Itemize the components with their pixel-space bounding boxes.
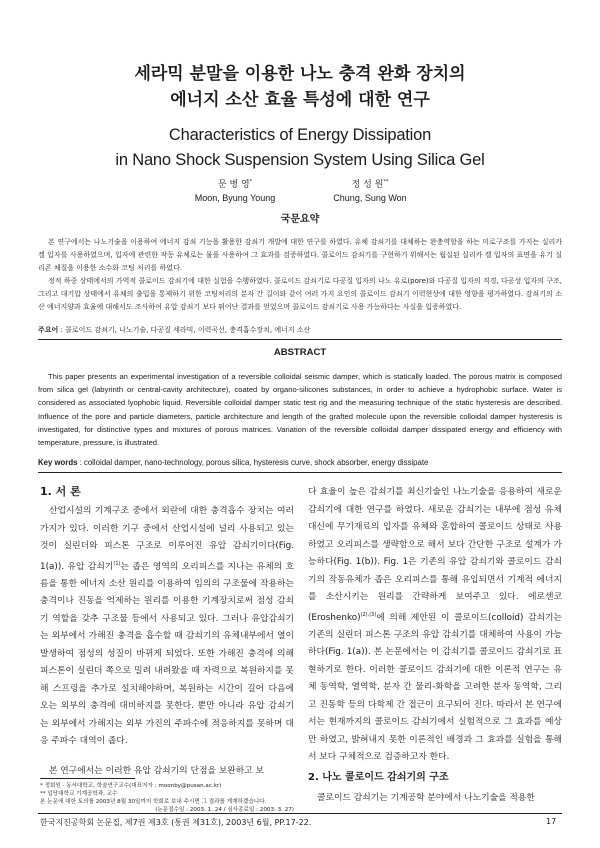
page-number: 17 xyxy=(546,817,557,826)
title-ko-line-2: 에너지 소산 효율 특성에 대한 연구 xyxy=(170,90,430,110)
author-1-ko: 문 병 영 xyxy=(217,180,250,190)
english-keywords-label: Key words xyxy=(38,458,78,467)
right-text-b: 에 의해 제안된 이 콜로이드(colloid) 감쇠기는 기존의 실린더 피스톤 구조의 유압 감쇠기를 대체하여 사용이 가능하다(Fig. 1(a)). 본 논문에서는 이 감쇠기를 콜로이드 감쇠기로 표현하기로 한다. 이러한 콜로이드 감쇠기에 대한 이론적 연구는 유체 동역학, 열역학, 분자 간 물리-화학을 고려한 분자 동역학, 그리고 진동학 등의 다학제 간 접근이 요구되어 진다. 따라서 본 연구에서는 현재까지의 콜로이드 감쇠기에서 실험적으로 그 효과를 예상만 하였고, 밝혀내지 못한 이론적인 배경과 그 효과를 실험을 통해서 보다 구체적으로 검증하고자 한다. xyxy=(308,612,562,763)
section-1-paragraph-right xyxy=(308,484,562,767)
author-2-en: Chung, Sung Won xyxy=(333,193,407,203)
citation-2: (2),(3) xyxy=(360,611,377,618)
footnote-1: * 정회원 · 동서대학교, 학술연구교수(대표저자 : moonby@pusan.ac.kr) xyxy=(40,783,222,789)
footnote-4: (논문접수일 : 2003. 1. 24 / 심사종료일 : 2003. 3. 27) xyxy=(155,807,294,813)
citation-1: (1) xyxy=(113,560,121,567)
author-1-en: Moon, Byung Young xyxy=(194,193,276,203)
footnote-3: 본 논문에 대한 토의를 2003년 8월 30일까지 학회로 보내 주시면 그 결과를 게재하겠습니다. xyxy=(40,799,267,805)
footnotes xyxy=(40,782,294,814)
section-1-paragraph-1 xyxy=(40,503,294,751)
korean-keywords-label: 주요어 xyxy=(38,326,59,334)
section-2-paragraph: 콜로이드 감쇠기는 기계공학 분야에서 나노기술을 적용한 xyxy=(317,793,535,803)
english-keywords xyxy=(38,457,562,469)
section-1-paragraph-2: 본 연구에서는 이러한 유압 감쇠기의 단점을 보완하고 보 xyxy=(49,766,265,776)
section-1-text-b: 는 좁은 영역의 오리피스를 지나는 유체의 흐름을 통한 에너지 소산 원리를 이용하여 임의의 구조물에 작용하는 충격이나 진동을 억제하는 원리를 이용한 기계장치로써 점성 감쇠기 역할을 갖추 구조물 등에서 사용되고 있다. 그러나 유압감쇠기는 외부에서 가해진 충격을 흡수할 때 감쇠기의 유체내부에서 열이 발생하여 점성의 성질이 바뀌게 되었다. 또한 가해진 충격에 의해 피스톤이 실린더 쪽으로 밀려 내려왔을 때 자력으로 복원하지를 못해 스프링을 추가로 설치해야하며, 복원하는 시간이 길어 다음에 오는 외부의 충격에 대비하지를 못한다. 뿐만 아니라 유압 감쇠기는 외부에서 가해지는 외부 가진의 주파수에 적응하지를 못하며 대응 주파수 대역이 좁다. xyxy=(40,561,294,747)
abstract-text: This paper presents an experimental investigation of a reversible colloidal seismic damper, which is statically loaded. The porous matrix is composed from silica gel (labyrinth or central-cavity architecture), coated by organo-silicones substances, in order to achieve a hydrophobic surface. Water is considered as associated lyophobic liquid. Reversible colloidal damper static test rig and the measuring technique of the static hysteresis are described. Influence of the pore and particle diameters, particle architecture and length of the grafted molecule upon the reversible colloidal damper hysteresis is investigated, for distinctive types and mixtures of porous matrices. Variation of the reversible colloidal damper dissipated energy and efficiency with temperature, pressure, is illustrated. xyxy=(38,372,562,448)
footnote-divider xyxy=(40,778,135,779)
author-1-mark: * xyxy=(249,179,253,185)
title-en-line-2: in Nano Shock Suspension System Using Silica Gel xyxy=(115,151,485,169)
divider xyxy=(38,472,562,473)
abstract-heading: ABSTRACT xyxy=(273,347,327,358)
footnote-2: ** 입당대학교 기계공학과, 교수 xyxy=(40,791,118,797)
footer-citation: 한국지진공학회 논문집, 제7권 제3호 (통권 제31호), 2003년 6월, PP.17-22. xyxy=(40,818,312,827)
title-ko-line-1: 세라믹 분말을 이용한 나노 충격 완화 장치의 xyxy=(134,64,466,84)
author-1 xyxy=(170,176,300,205)
section-2-heading: 2. 나노 콜로이드 감쇠기의 구조 xyxy=(308,772,449,783)
korean-abstract-heading: 국문요약 xyxy=(280,214,320,225)
author-2-ko: 정 성 원 xyxy=(351,180,384,190)
footer-rule xyxy=(38,813,562,814)
title-en-line-1: Characteristics of Energy Dissipation xyxy=(168,126,432,144)
author-2 xyxy=(305,176,435,205)
author-2-mark: ** xyxy=(383,179,389,185)
korean-keywords-text: : 콜로이드 감쇠기, 나노기술, 다공질 세라믹, 이력곡선, 충격흡수장치, 에너지 소산 xyxy=(58,326,311,334)
korean-abstract-paragraph-2: 정적 하중 상태에서의 가역적 콜로이드 감쇠기에 대한 실험을 수행하였다. 콜로이드 감쇠기로 다공질 입자의 나노 유로(pore)와 다공질 입자의 직경, 다공성 입자의 구조, 그리고 대기압 상태에서 유체의 출입을 통제하기 위한 코팅처리의 분자 간 길이와 같이 여러 가지 요인의 콜로이드 감쇠기 이력현상에 대한 영향을 평가하였다. 감쇠기의 소산 에너지양과 효율에 대해서도 조사하여 유압 감쇠기 보다 뛰어난 결과를 얻었으며 콜로이드 감쇠기로 사용 가능하다는 사실을 입증하였다. xyxy=(38,277,562,312)
korean-keywords xyxy=(38,324,562,336)
korean-abstract-paragraph-1: 본 연구에서는 나노기술을 이용하여 에너지 감쇠 기능을 활용한 감쇠기 개발에 대한 연구를 하였다. 유체 감쇠기를 대체하는 완충역할을 하는 미로구조를 가지는 실리카 겔 입자를 사용하였으며, 입자에 관련한 작동 유체로는 물을 사용하여 그 효과를 검증하였다. 콜로이드 감쇠기를 구현하기 위해서는 웜실된 실리카 겔 입자의 표면을 유기 실리콘 체질을 이용한 소수화 코팅 처리를 하였다. xyxy=(38,238,562,273)
right-text-a: 다 효율이 높은 감쇠기를 최신기술인 나노기술을 응용하여 새로운 감쇠기에 대한 연구를 하였다. 새로운 감쇠기는 내부에 점성 유체 대신에 무기재료의 입자를 유체와 혼합하여 콜로이드 상태로 사용하였고 오리피스를 생략함으로 해서 보다 간단한 구조로 설계가 가능하다(Fig. 1(b)). Fig. 1은 기존의 유압 감쇠기와 콜로이드 감쇠기의 작동유체가 좁은 오리피스를 통해 유입되면서 기계적 에너지를 소산시키는 원리를 간략하게 보여주고 있다. 에로센코(Eroshenko) xyxy=(308,487,562,623)
section-1-text-a: 산업시설의 기계구조 중에서 외란에 대한 충격흡수 장치는 여러 가지가 있다. 이러한 기구 중에서 산업시설에 널리 사용되고 있는 것이 실린더와 피스톤 구조로 이루어진 유압 감쇠기이다(Fig. 1(a)). 유압 감쇠기 xyxy=(40,506,294,572)
section-1-heading: 1. 서 론 xyxy=(40,485,81,498)
english-keywords-text: : colloidal damper, nano-technology, porous silica, hysteresis curve, shock absorber, energy dissipate xyxy=(77,458,429,467)
divider xyxy=(38,339,562,340)
